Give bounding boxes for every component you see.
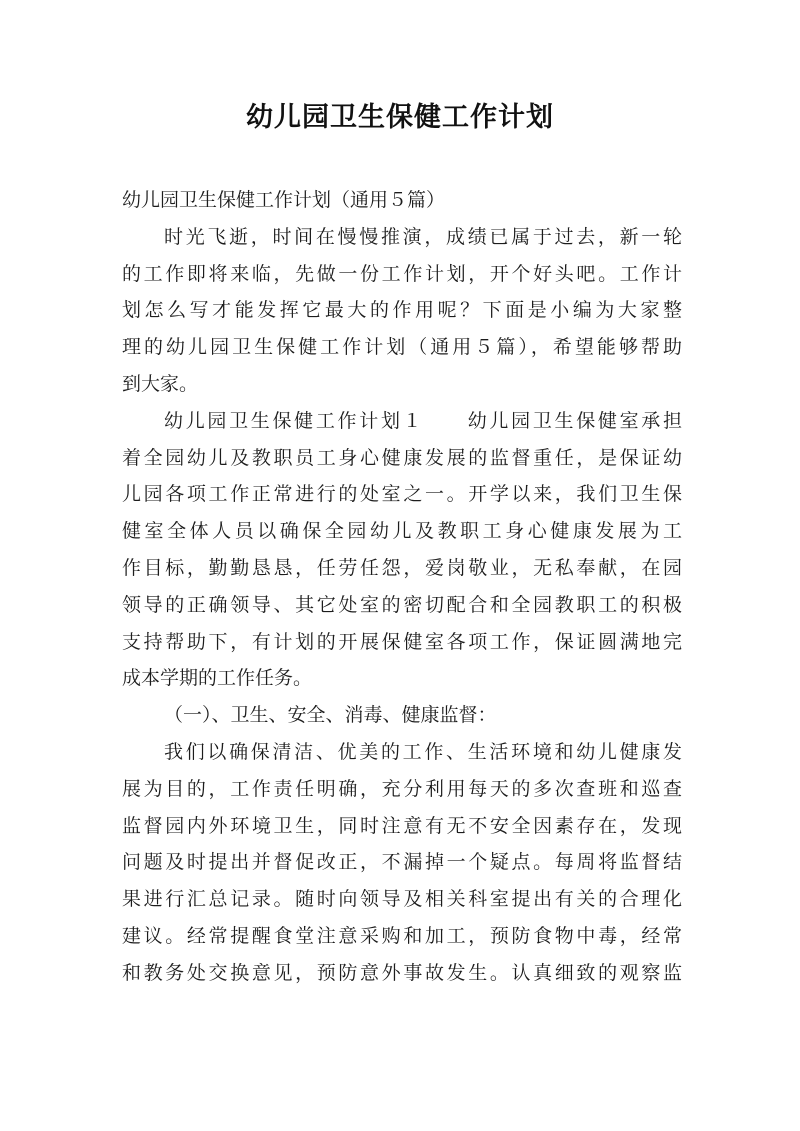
- text-line: 领导的正确领导、其它处室的密切配合和全园教职工的积极: [122, 593, 682, 616]
- text-line: （一）、卫生、安全、消毒、健康监督：: [164, 704, 497, 727]
- text-line: 着全园幼儿及教职员工身心健康发展的监督重任，是保证幼: [122, 446, 682, 469]
- text-line: 理的幼儿园卫生保健工作计划（通用５篇），希望能够帮助: [122, 336, 682, 359]
- text-line: 儿园各项工作正常进行的处室之一。开学以来，我们卫生保: [122, 483, 682, 506]
- text-line: 划怎么写才能发挥它最大的作用呢？下面是小编为大家整: [122, 299, 682, 322]
- text-line: 健室全体人员以确保全园幼儿及教职工身心健康发展为工: [122, 520, 682, 543]
- text-line: 幼儿园卫生保健工作计划（通用５篇）: [122, 189, 446, 211]
- text-line: 到大家。: [122, 372, 199, 395]
- text-line: 展为目的，工作责任明确，充分利用每天的多次查班和巡查: [122, 777, 682, 800]
- text-line: 幼儿园卫生保健工作计划１ 幼儿园卫生保健室承担: [164, 409, 682, 432]
- text-line: 建议。经常提醒食堂注意采购和加工，预防食物中毒，经常: [122, 924, 682, 947]
- text-line: 时光飞逝，时间在慢慢推演，成绩已属于过去，新一轮: [164, 225, 682, 248]
- text-line: 成本学期的工作任务。: [122, 667, 313, 690]
- text-line: 和教务处交换意见，预防意外事故发生。认真细致的观察监: [122, 961, 682, 984]
- text-line: 问题及时提出并督促改正，不漏掉一个疑点。每周将监督结: [122, 851, 682, 874]
- text-line: 我们以确保清洁、优美的工作、生活环境和幼儿健康发: [164, 740, 682, 763]
- text-line: 监督园内外环境卫生，同时注意有无不安全因素存在，发现: [122, 814, 682, 837]
- text-line: 支持帮助下，有计划的开展保健室各项工作，保证圆满地完: [122, 630, 682, 653]
- text-line: 果进行汇总记录。随时向领导及相关科室提出有关的合理化: [122, 888, 682, 911]
- document-title: 幼儿园卫生保健工作计划: [246, 102, 554, 133]
- text-line: 的工作即将来临，先做一份工作计划，开个好头吧。工作计: [122, 262, 682, 285]
- text-line: 作目标，勤勤恳恳，任劳任怨，爱岗敬业，无私奉献，在园: [122, 556, 682, 579]
- document-body: [122, 182, 682, 992]
